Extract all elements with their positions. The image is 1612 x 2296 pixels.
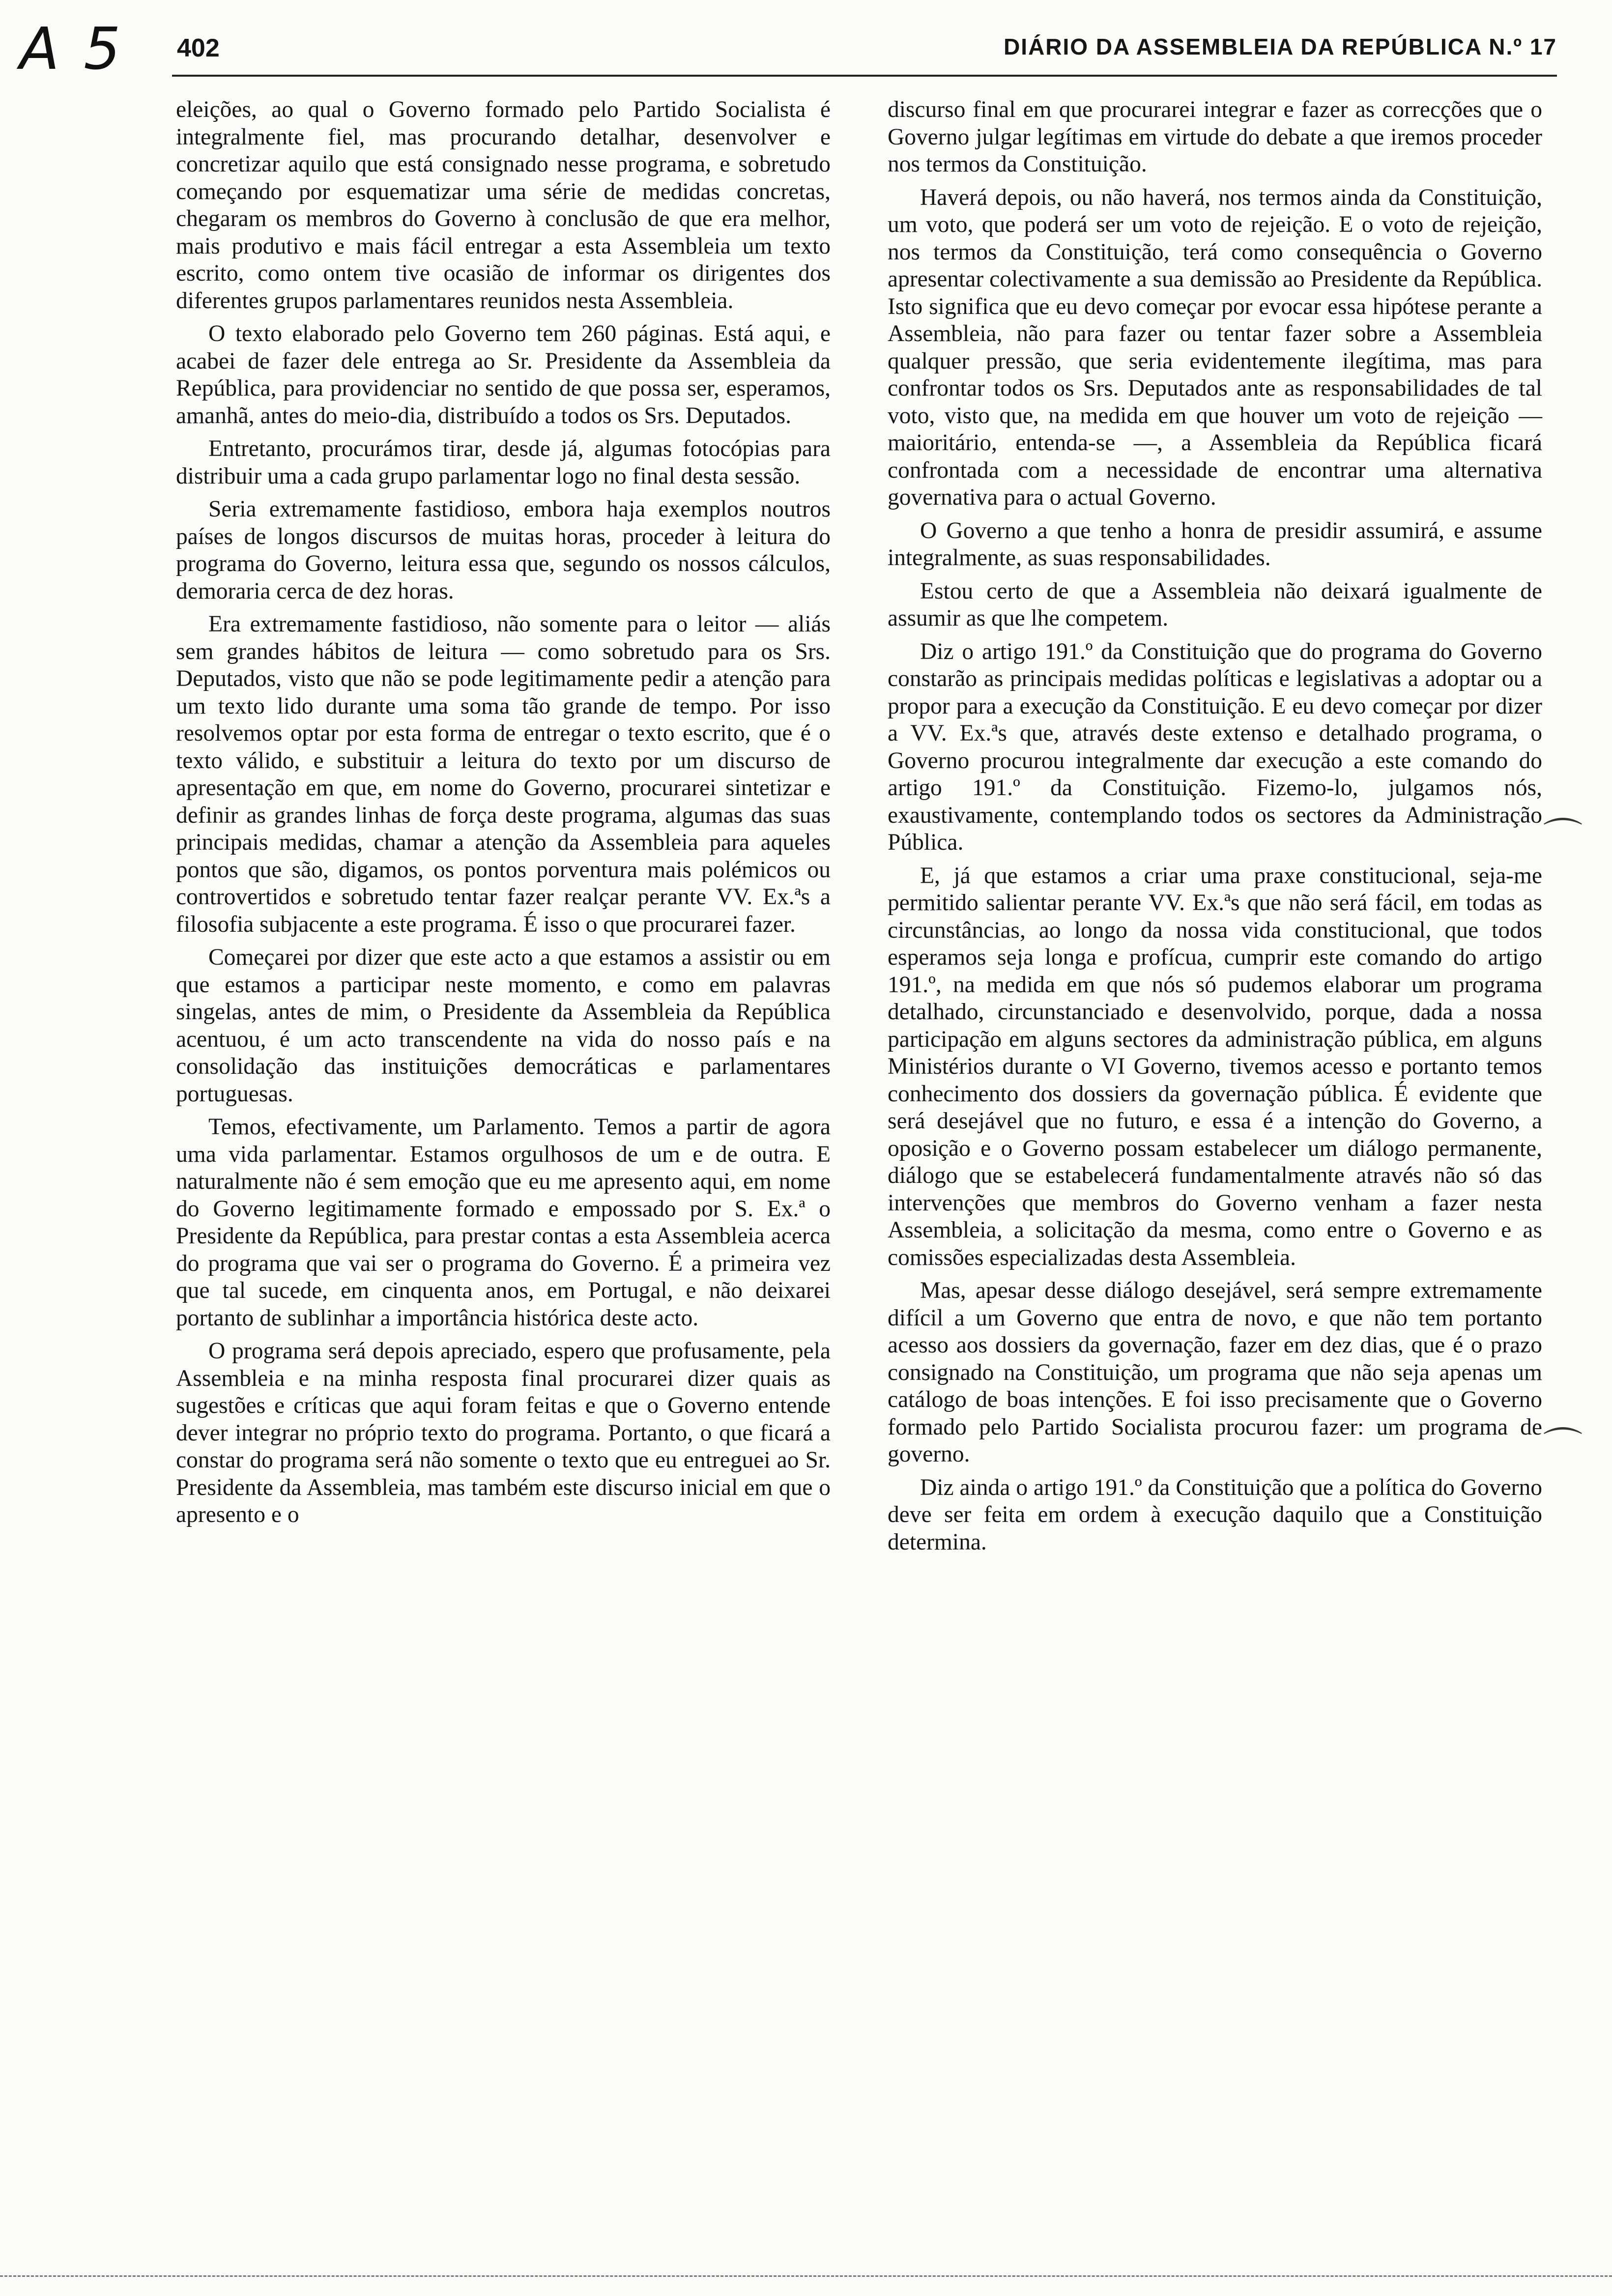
running-title: DIÁRIO DA ASSEMBLEIA DA REPÚBLICA N.º 17 (1004, 34, 1557, 59)
paragraph: Diz o artigo 191.º da Constituição que do programa do Governo constarão as principais medidas políticas e legislativas a adoptar ou a propor para a execução da Constituição. E eu devo começar por dizer a VV. Ex.ªs que, através deste extenso e detalhado programa, o Governo procurou integralmente dar execução a este comando do artigo 191.º da Constituição. Fizemo-lo, julgamos nós, exaustivamente, contemplando todos os sectores da Administração Pública. (888, 638, 1542, 855)
paragraph: Haverá depois, ou não haverá, nos termos ainda da Constituição, um voto, que poderá ser um voto de rejeição. E o voto de rejeição, nos termos da Constituição, terá como consequência o Governo apresentar colectivamente a sua demissão ao Presidente da República. Isto significa que eu devo começar por evocar essa hipótese perante a Assembleia, não para fazer ou tentar fazer sobre a Assembleia qualquer pressão, que seria evidentemente ilegítima, mas para confrontar todos os Srs. Deputados ante as responsabilidades de tal voto, visto que, na medida em que houver um voto de rejeição — maioritário, entenda-se —, a Assembleia da República ficará confrontada com a necessidade de encontrar uma alternativa governativa para o actual Governo. (888, 184, 1542, 510)
paragraph: O programa será depois apreciado, espero que profusamente, pela Assembleia e na minha resposta final procurarei dizer quais as sugestões e críticas que aqui foram feitas e que o Governo entende dever integrar no próprio texto do programa. Portanto, o que ficará a constar do programa será não somente o texto que eu entreguei ao Sr. Presidente da Assembleia, mas também este discurso inicial em que o apresento e o (176, 1338, 831, 1527)
margin-bracket-mark: ⌒ (1543, 1424, 1583, 1470)
paragraph: Seria extremamente fastidioso, embora haja exemplos noutros países de longos discursos de muitas horas, proceder à leitura do programa do Governo, leitura essa que, segundo os nossos cálculos, demoraria cerca de dez horas. (176, 496, 831, 604)
paragraph: Começarei por dizer que este acto a que estamos a assistir ou em que estamos a participar neste momento, e como em palavras singelas, antes de mim, o Presidente da Assembleia da República acentuou, é um acto transcendente na vida do nosso país e na consolidação das instituições democráticas e parlamentares portuguesas. (176, 945, 831, 1107)
paragraph: eleições, ao qual o Governo formado pelo Partido Socialista é integralmente fiel, mas procurando detalhar, desenvolver e concretizar aquilo que está consignado nesse programa, e sobretudo começando por esquematizar uma série de medidas concretas, chegaram os membros do Governo à conclusão de que era melhor, mais produtivo e mais fácil entregar a esta Assembleia um texto escrito, como ontem tive ocasião de informar os dirigentes dos diferentes grupos parlamentares reunidos nesta Assembleia. (176, 97, 831, 314)
left-column (176, 96, 831, 1535)
handwritten-annotation: A 5 (20, 15, 124, 83)
paragraph: Era extremamente fastidioso, não somente para o leitor — aliás sem grandes hábitos de leitura — como sobretudo para os Srs. Deputados, visto que não se pode legitimamente pedir a atenção para um texto lido durante uma soma tão grande de tempo. Por isso resolvemos optar por esta forma de entregar o texto escrito, que é o texto válido, e substituir a leitura do texto por um discurso de apresentação em que, em nome do Governo, procurarei sintetizar e definir as grandes linhas de força deste programa, algumas das suas principais medidas, chamar a atenção da Assembleia para aqueles pontos que são, digamos, os pontos porventura mais polémicos ou controvertidos e sobretudo tentar fazer realçar perante VV. Ex.ªs a filosofia subjacente a este programa. É isso o que procurarei fazer. (176, 611, 831, 937)
scan-edge-line (0, 2275, 1612, 2277)
header-rule (172, 75, 1557, 77)
page-number: 402 (177, 34, 220, 62)
paragraph: Estou certo de que a Assembleia não deixará igualmente de assumir as que lhe competem. (888, 578, 1542, 631)
paragraph: E, já que estamos a criar uma praxe constitucional, seja-me permitido salientar perante VV. Ex.ªs que não será fácil, em todas as circunstâncias, ao longo da nossa vida constitucional, que todos esperamos seja longa e profícua, cumprir este comando do artigo 191.º, na medida em que nós só pudemos elaborar um programa detalhado, circunstanciado e desenvolvido, porque, dada a nossa participação em alguns sectores da administração pública, em alguns Ministérios durante o VI Governo, tivemos acesso e portanto temos conhecimento dos dossiers da governação pública. É evidente que será desejável que no futuro, e essa é a intenção do Governo, a oposição e o Governo possam estabelecer um diálogo permanente, diálogo que se estabelecerá fundamentalmente através não só das intervenções que membros do Governo venham a fazer nesta Assembleia, a solicitação da mesma, como entre o Governo e as comissões especializadas desta Assembleia. (888, 862, 1542, 1270)
margin-bracket-mark: ⌒ (1543, 815, 1583, 861)
paragraph: discurso final em que procurarei integrar e fazer as correcções que o Governo julgar legítimas em virtude do debate a que iremos proceder nos termos da Constituição. (888, 97, 1542, 177)
paragraph: O texto elaborado pelo Governo tem 260 páginas. Está aqui, e acabei de fazer dele entrega ao Sr. Presidente da Assembleia da República, para providenciar no sentido de que possa ser, esperamos, amanhã, antes do meio-dia, distribuído a todos os Srs. Deputados. (176, 321, 831, 429)
paragraph: Mas, apesar desse diálogo desejável, será sempre extremamente difícil a um Governo que entra de novo, e que não tem portanto acesso aos dossiers da governação, fazer em dez dias, que é o prazo consignado na Constituição, um programa que não seja apenas um catálogo de boas intenções. E foi isso precisamente que o Governo formado pelo Partido Socialista procurou fazer: um programa de governo. (888, 1278, 1542, 1467)
paragraph: Entretanto, procurámos tirar, desde já, algumas fotocópias para distribuir uma a cada grupo parlamentar logo no final desta sessão. (176, 436, 831, 489)
paragraph: O Governo a que tenho a honra de presidir assumirá, e assume integralmente, as suas responsabilidades. (888, 517, 1542, 571)
right-column (888, 96, 1542, 1562)
paragraph: Temos, efectivamente, um Parlamento. Temos a partir de agora uma vida parlamentar. Estamos orgulhosos de um e de outra. E naturalmente não é sem emoção que eu me apresento aqui, em nome do Governo legitimamente formado e empossado por S. Ex.ª o Presidente da República, para prestar contas a esta Assembleia acerca do programa que vai ser o programa do Governo. É a primeira vez que tal sucede, em cinquenta anos, em Portugal, e não deixarei portanto de sublinhar a importância histórica deste acto. (176, 1114, 831, 1331)
paragraph: Diz ainda o artigo 191.º da Constituição que a política do Governo deve ser feita em ordem à execução daquilo que a Constituição determina. (888, 1474, 1542, 1555)
